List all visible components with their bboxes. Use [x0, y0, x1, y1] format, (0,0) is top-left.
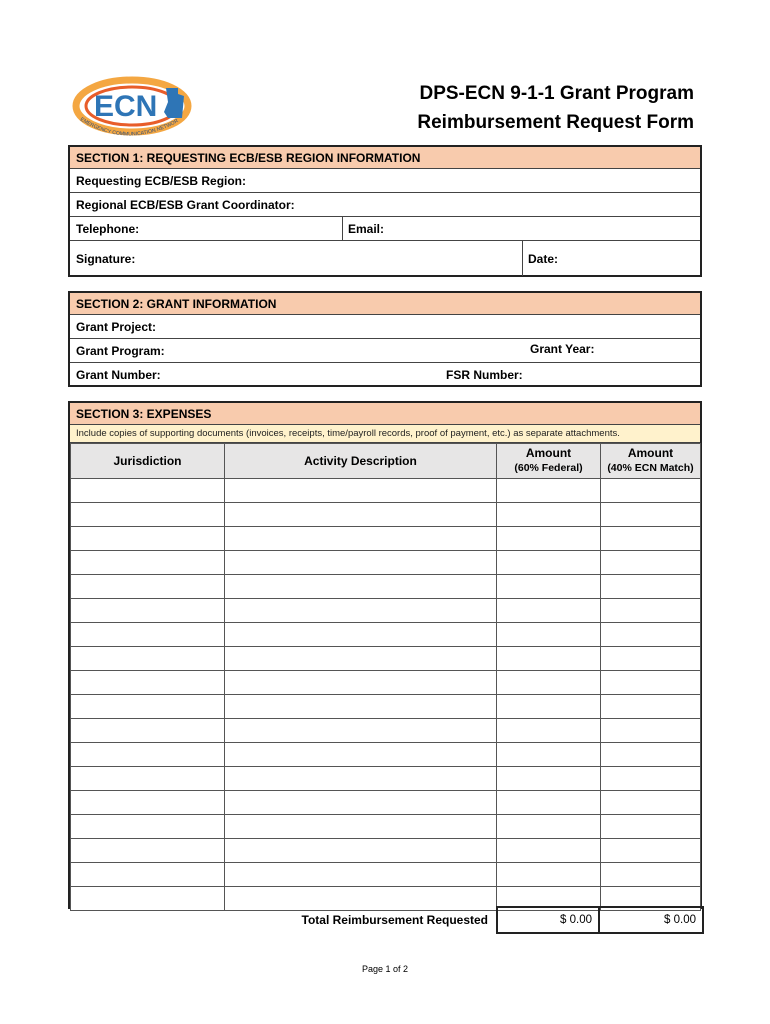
jurisdiction-cell[interactable]	[71, 647, 225, 671]
signature-row	[70, 241, 700, 276]
amount-match-cell[interactable]	[601, 479, 701, 503]
ecn-logo	[72, 76, 194, 142]
logo-text: ECN	[94, 90, 158, 123]
amount-federal-cell[interactable]	[497, 623, 601, 647]
jurisdiction-cell[interactable]	[71, 599, 225, 623]
signature-label: Signature:	[76, 251, 136, 266]
coordinator-label: Regional ECB/ESB Grant Coordinator:	[76, 197, 295, 212]
project-row[interactable]	[70, 315, 700, 339]
amount-federal-cell[interactable]	[497, 719, 601, 743]
amount-match-cell[interactable]	[601, 863, 701, 887]
table-row	[71, 551, 701, 575]
amount-match-cell[interactable]	[601, 695, 701, 719]
amount-match-cell[interactable]	[601, 815, 701, 839]
amount-federal-cell[interactable]	[497, 815, 601, 839]
jurisdiction-cell[interactable]	[71, 839, 225, 863]
region-row[interactable]	[70, 169, 700, 193]
table-header-row	[71, 444, 701, 479]
col-amount-federal	[497, 444, 601, 479]
activity-cell[interactable]	[225, 623, 497, 647]
number-row	[70, 363, 700, 387]
amount-federal-cell[interactable]	[497, 791, 601, 815]
program-label: Grant Program:	[76, 343, 165, 358]
amount-match-sub: (40% ECN Match)	[607, 462, 694, 474]
jurisdiction-cell[interactable]	[71, 719, 225, 743]
email-label: Email:	[348, 221, 385, 236]
form-title-line1: DPS-ECN 9-1-1 Grant Program	[419, 83, 694, 104]
amount-federal-cell[interactable]	[497, 695, 601, 719]
col-jurisdiction: Jurisdiction	[71, 444, 225, 479]
table-row	[71, 575, 701, 599]
amount-match-cell[interactable]	[601, 719, 701, 743]
page-number: Page 1 of 2	[361, 964, 409, 974]
contact-row	[70, 217, 700, 241]
section-2-heading: SECTION 2: GRANT INFORMATION	[70, 293, 700, 315]
activity-cell[interactable]	[225, 767, 497, 791]
divider	[522, 241, 523, 276]
coordinator-row[interactable]	[70, 193, 700, 217]
table-row	[71, 695, 701, 719]
activity-cell[interactable]	[225, 839, 497, 863]
amount-federal-cell[interactable]	[497, 527, 601, 551]
table-row	[71, 503, 701, 527]
amount-federal-sub: (60% Federal)	[514, 462, 583, 474]
jurisdiction-cell[interactable]	[71, 551, 225, 575]
table-row	[71, 791, 701, 815]
table-row	[71, 479, 701, 503]
amount-match-cell[interactable]	[601, 791, 701, 815]
amount-match-cell[interactable]	[601, 599, 701, 623]
jurisdiction-cell[interactable]	[71, 623, 225, 647]
section-1	[68, 145, 702, 277]
expenses-table	[70, 443, 701, 911]
amount-match-cell[interactable]	[601, 743, 701, 767]
amount-federal-cell[interactable]	[497, 575, 601, 599]
table-row	[71, 647, 701, 671]
activity-cell[interactable]	[225, 551, 497, 575]
jurisdiction-cell[interactable]	[71, 863, 225, 887]
amount-federal-cell[interactable]	[497, 767, 601, 791]
project-label: Grant Project:	[76, 319, 157, 334]
amount-match-title: Amount	[627, 446, 674, 460]
jurisdiction-cell[interactable]	[71, 791, 225, 815]
amount-federal-cell[interactable]	[497, 647, 601, 671]
table-row	[71, 599, 701, 623]
amount-federal-cell[interactable]	[497, 599, 601, 623]
telephone-label: Telephone:	[76, 221, 140, 236]
activity-cell[interactable]	[225, 479, 497, 503]
table-row	[71, 623, 701, 647]
amount-match-cell[interactable]	[601, 551, 701, 575]
activity-cell[interactable]	[225, 527, 497, 551]
activity-cell[interactable]	[225, 863, 497, 887]
jurisdiction-cell[interactable]	[71, 887, 225, 911]
amount-match-cell[interactable]	[601, 503, 701, 527]
activity-cell[interactable]	[225, 671, 497, 695]
table-row	[71, 527, 701, 551]
activity-cell[interactable]	[225, 815, 497, 839]
number-label: Grant Number:	[76, 368, 161, 382]
amount-match-cell[interactable]	[601, 575, 701, 599]
activity-cell[interactable]	[225, 719, 497, 743]
col-activity: Activity Description	[225, 444, 497, 479]
activity-cell[interactable]	[225, 791, 497, 815]
year-label: Grant Year:	[530, 341, 595, 356]
jurisdiction-cell[interactable]	[71, 695, 225, 719]
jurisdiction-cell[interactable]	[71, 479, 225, 503]
amount-match-cell[interactable]	[601, 839, 701, 863]
amount-match-cell[interactable]	[601, 623, 701, 647]
logo-arc-text: EMERGENCY COMMUNICATION NETWOR	[78, 116, 180, 138]
section-3	[68, 401, 702, 909]
amount-federal-cell[interactable]	[497, 839, 601, 863]
section-2	[68, 291, 702, 387]
section-1-heading: SECTION 1: REQUESTING ECB/ESB REGION INFORMATION	[70, 147, 700, 169]
form-title-line2: Reimbursement Request Form	[417, 112, 694, 133]
total-label: Total Reimbursement Requested	[301, 913, 488, 927]
table-row	[71, 839, 701, 863]
table-row	[71, 767, 701, 791]
fsr-label: FSR Number:	[446, 368, 523, 382]
jurisdiction-cell[interactable]	[71, 575, 225, 599]
divider	[342, 217, 343, 240]
amount-federal-cell[interactable]	[497, 551, 601, 575]
activity-cell[interactable]	[225, 647, 497, 671]
amount-match-cell[interactable]	[601, 647, 701, 671]
amount-federal-cell[interactable]	[497, 503, 601, 527]
attachments-note: Include copies of supporting documents (invoices, receipts, time/payroll records, proof of payment, etc.) as separate attachments.	[70, 425, 700, 443]
jurisdiction-cell[interactable]	[71, 503, 225, 527]
date-label: Date:	[528, 251, 559, 266]
total-federal: $ 0.00	[496, 906, 600, 934]
amount-match-cell[interactable]	[601, 527, 701, 551]
table-row	[71, 671, 701, 695]
activity-cell[interactable]	[225, 575, 497, 599]
amount-federal-cell[interactable]	[497, 743, 601, 767]
amount-federal-cell[interactable]	[497, 479, 601, 503]
activity-cell[interactable]	[225, 599, 497, 623]
region-label: Requesting ECB/ESB Region:	[76, 173, 247, 188]
jurisdiction-cell[interactable]	[71, 743, 225, 767]
jurisdiction-cell[interactable]	[71, 767, 225, 791]
amount-match-cell[interactable]	[601, 671, 701, 695]
amount-federal-cell[interactable]	[497, 671, 601, 695]
total-match: $ 0.00	[598, 906, 704, 934]
table-row	[71, 863, 701, 887]
table-row	[71, 743, 701, 767]
amount-match-cell[interactable]	[601, 767, 701, 791]
jurisdiction-cell[interactable]	[71, 815, 225, 839]
activity-cell[interactable]	[225, 695, 497, 719]
jurisdiction-cell[interactable]	[71, 527, 225, 551]
col-amount-match	[601, 444, 701, 479]
section-3-heading: SECTION 3: EXPENSES	[70, 403, 700, 425]
table-row	[71, 719, 701, 743]
activity-cell[interactable]	[225, 743, 497, 767]
table-row	[71, 815, 701, 839]
activity-cell[interactable]	[225, 503, 497, 527]
amount-federal-title: Amount	[525, 446, 572, 460]
program-row	[70, 339, 700, 363]
amount-federal-cell[interactable]	[497, 863, 601, 887]
jurisdiction-cell[interactable]	[71, 671, 225, 695]
